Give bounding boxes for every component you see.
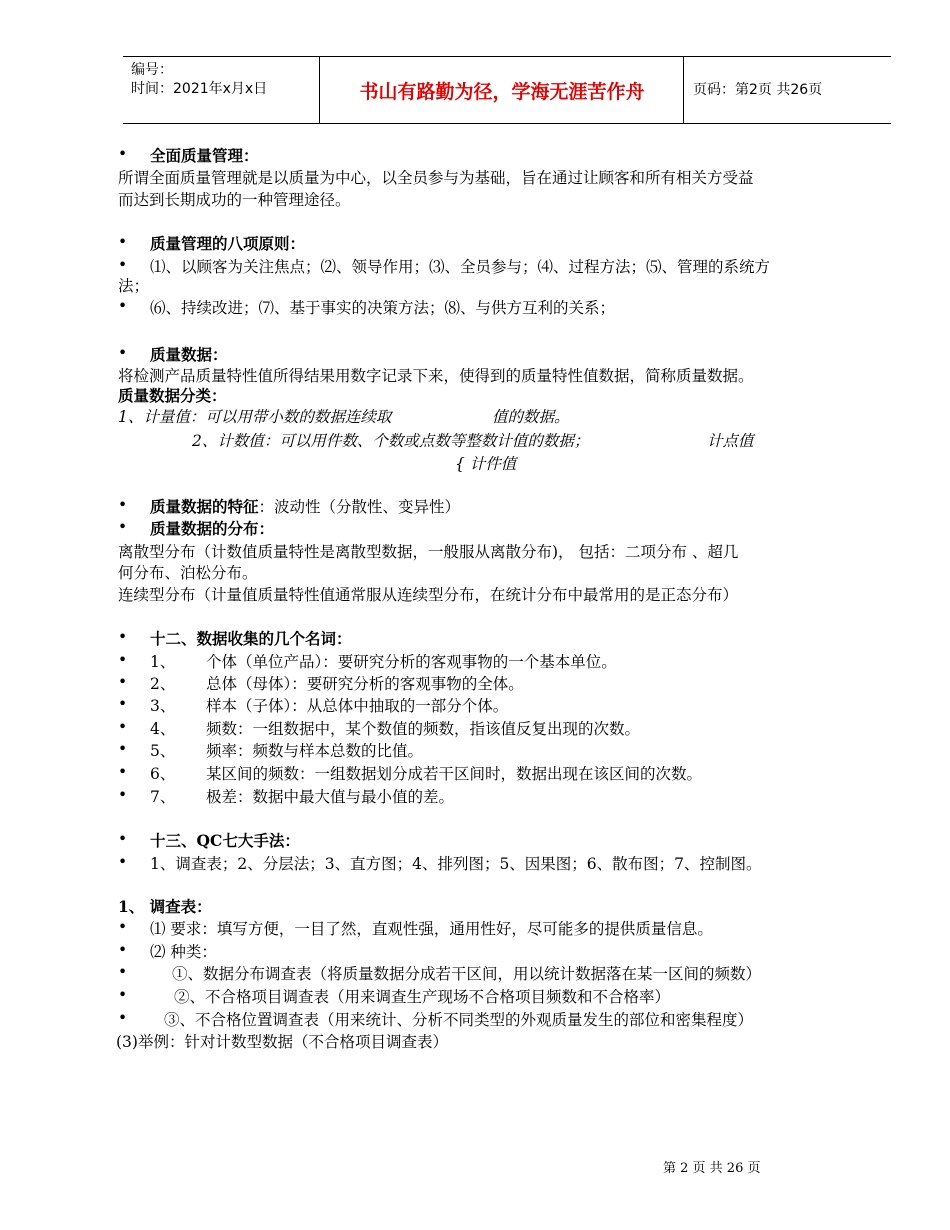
term-text: 频数：一组数据中，某个数值的频数，指该值反复出现的次数。	[206, 720, 641, 738]
bullet: •	[118, 256, 128, 274]
term-number: 1、	[150, 653, 176, 671]
page-header	[123, 56, 891, 124]
list-item: ⑵ 种类：	[150, 943, 217, 961]
class-item: 1、计量值：可以用带小数的数据连续取	[118, 408, 392, 426]
list-item: ⑴、以顾客为关注焦点；⑵、领导作用；⑶、全员参与；⑷、过程方法；⑸、管理的系统方	[150, 258, 771, 276]
bullet: •	[118, 673, 128, 691]
bullet: •	[118, 518, 128, 536]
term-text: 总体（母体）：要研究分析的客观事物的全体。	[206, 675, 524, 693]
number-label: 编号：	[131, 62, 173, 78]
paragraph: 将检测产品质量特性值所得结果用数字记录下来，使得到的质量特性值数据，简称质量数据。	[118, 367, 754, 385]
term-item	[150, 718, 640, 740]
paragraph: (3)举例：针对计数型数据（不合格项目调查表）	[116, 1033, 448, 1051]
list-item: ②、不合格项目调查表（用来调查生产现场不合格项目频数和不合格率）	[174, 988, 671, 1006]
class-subitem: { 计件值	[455, 455, 517, 473]
bullet: •	[118, 786, 128, 804]
term-item	[150, 651, 617, 673]
bullet: •	[118, 740, 128, 758]
bullet: •	[118, 718, 128, 736]
class-subitem: 计点值	[707, 432, 754, 450]
term-text: 个体（单位产品）：要研究分析的客观事物的一个基本单位。	[206, 653, 617, 671]
term-item	[150, 763, 702, 785]
paragraph: 何分布、泊松分布。	[118, 564, 258, 582]
term-text: 样本（子体）：从总体中抽取的一部分个体。	[206, 697, 509, 715]
feature-title: 质量数据的特征	[150, 497, 259, 516]
section-title: 全面质量管理：	[150, 146, 259, 165]
bullet: •	[118, 145, 128, 163]
bullet: •	[118, 830, 128, 848]
bullet: •	[118, 986, 128, 1004]
section-title: 质量管理的八项原则：	[150, 234, 306, 253]
section-title: 质量数据的分布：	[150, 519, 275, 538]
feature-text: ：波动性（分散性、变异性）	[258, 498, 461, 516]
bullet: •	[118, 763, 128, 781]
header-meta	[131, 61, 267, 99]
header-motto: 书山有路勤为径，学海无涯苦作舟	[359, 81, 645, 103]
list-item: ①、数据分布调查表（将质量数据分成若干区间，用以统计数据落在某一区间的频数）	[172, 965, 762, 983]
list-item: ③、不合格位置调查表（用来统计、分析不同类型的外观质量发生的部位和密集程度）	[164, 1011, 754, 1029]
header-divider	[319, 57, 320, 123]
subsection-title: 质量数据分类：	[118, 386, 227, 405]
header-divider	[683, 57, 684, 123]
class-item: 2、计数值：可以用件数、个数或点数等整数计值的数据；	[192, 432, 590, 450]
term-text: 频率：频数与样本总数的比值。	[206, 742, 424, 760]
header-page-info: 页码：第2页 共26页	[693, 82, 823, 98]
list-item: ⑴ 要求：填写方便，一目了然，直观性强，通用性好，尽可能多的提供质量信息。	[150, 920, 713, 938]
list-item: ⑹、持续改进；⑺、基于事实的决策方法；⑻、与供方互利的关系；	[150, 299, 616, 317]
term-number: 5、	[150, 742, 176, 760]
paragraph: 离散型分布（计数值质量特性是离散型数据，一般服从离散分布)， 包括：二项分布 、超几	[118, 543, 739, 561]
paragraph: 所谓全面质量管理就是以质量为中心，以全员参与为基础，旨在通过让顾客和所有相关方受益	[118, 169, 754, 187]
bullet: •	[118, 963, 128, 981]
paragraph: 而达到长期成功的一种管理途径。	[118, 191, 351, 209]
term-number: 2、	[150, 675, 176, 693]
paragraph: 连续型分布（计量值质量特性值通常服从连续型分布，在统计分布中最常用的是正态分布）	[118, 586, 739, 604]
section-title: 十二、数据收集的几个名词：	[150, 629, 352, 648]
bullet: •	[118, 651, 128, 669]
class-item-continuation: 值的数据。	[492, 408, 570, 426]
bullet: •	[118, 941, 128, 959]
term-number: 4、	[150, 720, 176, 738]
page-footer: 第 2 页 共 26 页	[663, 1161, 761, 1176]
term-item	[150, 740, 423, 762]
term-text: 某区间的频数：一组数据划分成若干区间时，数据出现在该区间的次数。	[206, 765, 703, 783]
bullet: •	[118, 297, 128, 315]
bullet: •	[118, 233, 128, 251]
time-label: 时间：2021年x月x日	[131, 81, 268, 97]
term-number: 3、	[150, 697, 176, 715]
section-title: 1、 调查表：	[118, 897, 212, 916]
bullet: •	[118, 344, 128, 362]
bullet: •	[118, 695, 128, 713]
term-item	[150, 786, 454, 808]
term-item	[150, 673, 524, 695]
list-item-continuation: 法；	[118, 277, 150, 295]
bullet: •	[118, 628, 128, 646]
bullet: •	[118, 918, 128, 936]
section-title: 质量数据：	[150, 345, 228, 364]
term-text: 极差：数据中最大值与最小值的差。	[206, 788, 455, 806]
bullet: •	[118, 853, 128, 871]
tools-list: 1、调查表；2、分层法；3、直方图；4、排列图；5、因果图；6、散布图；7、控制图。	[150, 855, 762, 873]
term-number: 6、	[150, 765, 176, 783]
section-title: 十三、QC七大手法：	[150, 831, 300, 850]
term-item	[150, 695, 508, 717]
bullet: •	[118, 1009, 128, 1027]
bullet: •	[118, 496, 128, 514]
term-number: 7、	[150, 788, 176, 806]
feature-line	[150, 496, 460, 518]
